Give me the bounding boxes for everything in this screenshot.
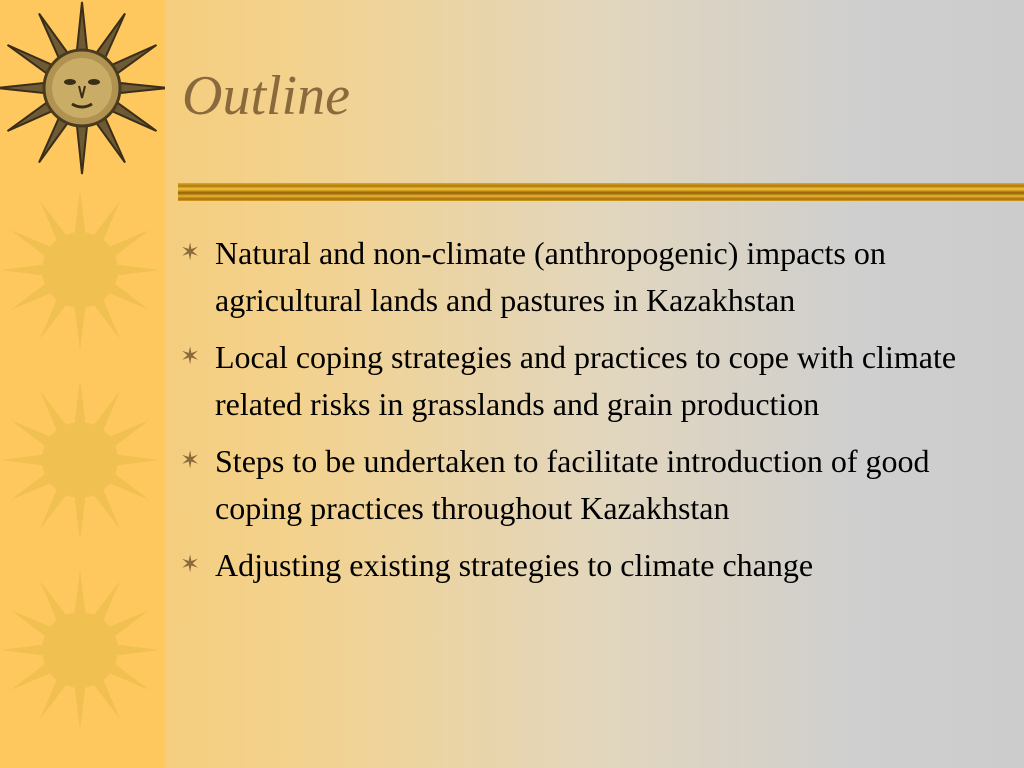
six-pointed-star-icon: ✶ xyxy=(180,344,201,370)
bullet-item xyxy=(180,438,1016,532)
bullet-item xyxy=(180,542,1016,589)
slide-title: Outline xyxy=(182,65,350,127)
title-divider xyxy=(178,183,1024,201)
six-pointed-star-icon: ✶ xyxy=(180,240,201,266)
decorative-left-strip xyxy=(0,0,165,768)
bullet-item xyxy=(180,334,1016,428)
bullet-text: Adjusting existing strategies to climate change xyxy=(215,547,814,583)
six-pointed-star-icon: ✶ xyxy=(180,552,201,578)
bullet-item xyxy=(180,230,1016,324)
bullet-text: Local coping strategies and practices to cope with climate related risks in grasslands and grain production xyxy=(215,339,957,422)
sun-icon xyxy=(0,560,165,740)
bullet-list xyxy=(180,230,1016,599)
bullet-text: Natural and non-climate (anthropogenic) impacts on agricultural lands and pastures in Kazakhstan xyxy=(215,235,886,318)
sun-face-icon xyxy=(0,0,165,175)
sun-icon xyxy=(0,180,165,360)
bullet-text: Steps to be undertaken to facilitate introduction of good coping practices throughout Kazakhstan xyxy=(215,443,930,526)
sun-icon xyxy=(0,370,165,550)
six-pointed-star-icon: ✶ xyxy=(180,448,201,474)
